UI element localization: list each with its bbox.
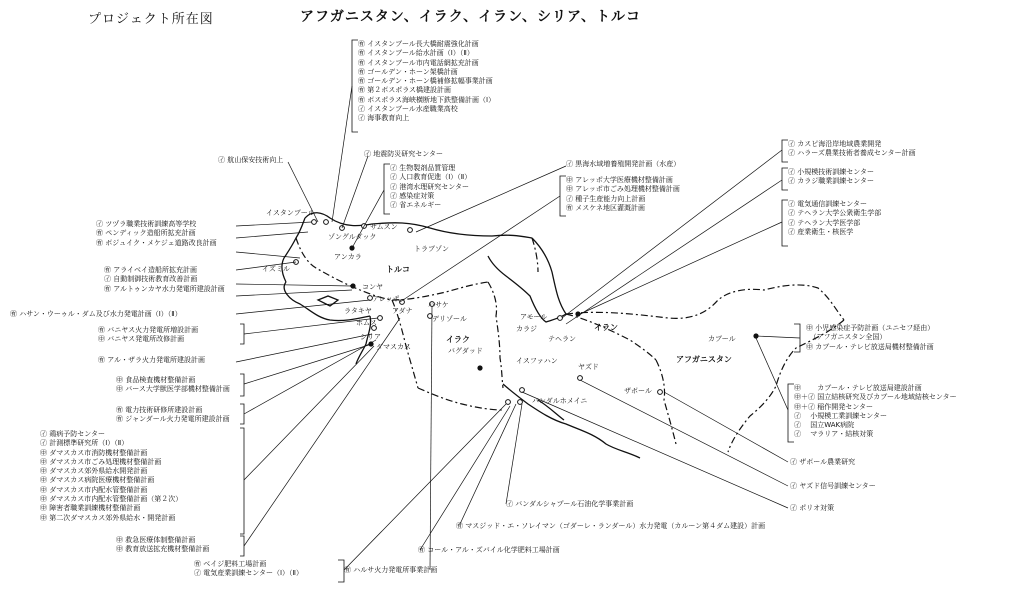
project-item: ㊒ ボジュイク・メケジェ道路改良計画 xyxy=(96,238,217,247)
project-item: ㊥＋㋑ 国立結核研究及びカブール地域結核センター xyxy=(794,393,957,402)
project-item: ㊒ メスケネ地区灌漑計画 xyxy=(566,203,645,212)
project-item: ㊒ 第２ボスポラス橋建設計画 xyxy=(358,86,452,95)
project-item: ㊒ アル・ザラ火力発電所建設計画 xyxy=(98,356,205,364)
group-karaj xyxy=(788,168,874,187)
place-label: アレッポ xyxy=(372,295,400,303)
project-item: （アフガニスタン全国） xyxy=(806,333,887,342)
place-label: イズミル xyxy=(262,265,290,273)
place-label: ダマスカス xyxy=(376,343,411,351)
project-item: ㊥ アレッポ市ごみ処理機材整備計画 xyxy=(566,185,680,194)
project-item: ㋑ ポリオ対策 xyxy=(790,504,835,512)
group-power xyxy=(116,406,230,425)
project-item: ㋑ 航山保安技術向上 xyxy=(218,156,284,164)
project-item: ㋑ 国立WAK病院 xyxy=(794,421,855,430)
group-beiji xyxy=(194,560,303,579)
project-item: ㊥＋㋑ 稲作開発センター xyxy=(794,402,873,411)
group-baniyas xyxy=(98,326,198,345)
place-label: サムスン xyxy=(370,223,398,231)
place-label: バンダルホメイニ xyxy=(532,397,588,405)
group-afghan xyxy=(794,384,957,440)
group-zara xyxy=(98,356,205,365)
place-label: ゾングルダック xyxy=(328,233,377,241)
project-item: ㊥ カブール・テレビ放送局機材整備計画 xyxy=(806,342,934,351)
project-item: ㋑ 人口教育促進（Ⅰ）（Ⅱ） xyxy=(390,173,472,182)
project-item: ㊥ ダマスカス市内配水管整備計画（第２次） xyxy=(40,495,183,504)
project-item: ㊒ ハルサ火力発電所事業計画 xyxy=(344,566,438,574)
place-label: バグダッド xyxy=(448,347,483,355)
project-item: ㊒ ハサン・ウーゥル・ダム及び水力発電計画（Ⅰ）（Ⅱ） xyxy=(10,310,182,318)
group-istanbul xyxy=(358,40,495,124)
project-item: ㋑ 産業衛生・核医学 xyxy=(788,227,854,236)
project-item: ㊒ 電力技術研修所建設計画 xyxy=(116,406,203,414)
country-label: イラク xyxy=(446,335,470,344)
project-item: ㊒ イスタンブール長大橋耐震強化計画 xyxy=(358,40,479,48)
place-label: コンヤ xyxy=(362,283,383,291)
place-label: トラブゾン xyxy=(414,245,449,253)
project-item: ㊥ ダマスカス市ごみ処理機材整備計画 xyxy=(40,457,162,466)
project-item: ㋑ 小規模技術訓練センター xyxy=(788,168,874,176)
project-item: ㋑ ハラーズ農業技術者養成センター計画 xyxy=(788,149,916,158)
place-label: カブール xyxy=(708,335,736,343)
group-fertilizer xyxy=(418,546,560,555)
project-item: ㋑ 小規模工業訓練センター xyxy=(794,411,887,420)
project-item: ㋑ 種子生産能力向上計画 xyxy=(566,194,646,203)
project-item: ㋑ 鶏病予防センター xyxy=(40,430,105,438)
group-izmir xyxy=(104,266,225,294)
project-item: ㋑ 海事教育向上 xyxy=(358,114,410,123)
group-kabul xyxy=(806,324,934,352)
place-label: ラタキヤ xyxy=(344,307,372,315)
project-item: ㋑ ザボール農業研究 xyxy=(790,458,856,466)
group-ankara xyxy=(390,164,471,210)
project-item: ㋑ カスピ海沿岸地域農業開発 xyxy=(788,140,882,148)
project-item: ㋑ テヘラン大学医学部 xyxy=(788,218,861,227)
group-polio xyxy=(790,504,834,513)
group-masjed xyxy=(456,522,765,531)
country-label: アフガニスタン xyxy=(676,355,732,364)
project-item: ㊥ 第二次ダマスカス郊外県給水・開発計画 xyxy=(40,513,176,522)
project-item: ㊒ ゴールデン・ホーン架橋計画 xyxy=(358,67,458,76)
project-item: ㊒ イスタンブール給水計画（Ⅰ）（Ⅱ） xyxy=(358,49,474,58)
place-label: デリゾール xyxy=(432,315,467,323)
project-item: ㊒ アルトゥンカヤ水力発電所建設計画 xyxy=(104,284,225,293)
project-item: ㊒ アライベイ造船所拡充計画 xyxy=(104,266,198,274)
place-label: イスタンブール xyxy=(266,209,315,217)
group-ambulance xyxy=(116,536,209,555)
project-item: ㋑ 地震防災研究センター xyxy=(364,150,443,158)
group-earthquake xyxy=(364,150,443,159)
project-item: ㊥ カブール・テレビ放送局建設計画 xyxy=(794,384,922,392)
project-item: ㊥ バース大学獣医学部機材整備計画 xyxy=(116,385,230,394)
place-label: ホムス xyxy=(356,319,377,327)
country-label: トルコ xyxy=(386,265,410,274)
countries-title: アフガニスタン、イラク、イラン、シリア、トルコ xyxy=(300,9,641,25)
page-title: プロジェクト所在図 xyxy=(88,12,214,27)
project-item: ㊥ ダマスカス郊外県給水開発計画 xyxy=(40,467,148,476)
group-zabol xyxy=(790,458,855,467)
group-airmaritime xyxy=(218,156,283,165)
project-item: ㋑ カラジ職業訓練センター xyxy=(788,177,874,186)
project-item: ㋑ バンダルシャプール石油化学事業計画 xyxy=(506,500,634,508)
place-label: テヘラン xyxy=(548,335,576,343)
place-label: イスファハン xyxy=(516,357,558,365)
group-hartha xyxy=(344,566,437,575)
group-bandar xyxy=(506,500,633,509)
project-item: ㋑ テヘラン大学公衆衛生学部 xyxy=(788,209,882,218)
project-item: ㊒ ベイジ肥料工場計画 xyxy=(194,560,267,568)
place-label: アモール xyxy=(520,313,548,321)
group-turkey-left xyxy=(96,220,217,248)
place-label: アンカラ xyxy=(334,253,362,261)
project-item: ㊒ マスジッド・エ・ソレイマン（ゴダーレ・ランダール）水力発電（カルーン第４ダム建設）計画 xyxy=(456,522,766,530)
project-item: ㋑ イスタンブール水産職業高校 xyxy=(358,105,458,114)
project-item: ㊥ 食品検査機材整備計画 xyxy=(116,376,196,384)
project-item: ㋑ 感染症対策 xyxy=(390,191,435,200)
group-caspian xyxy=(788,140,916,159)
project-item: ㊥ 小児感染症予防計画（ユニセフ経由） xyxy=(806,324,935,332)
project-item: ㋑ 計測標準研究所（Ⅰ）（Ⅱ） xyxy=(40,439,129,448)
place-label: ハサケ xyxy=(428,301,449,309)
project-item: ㊥ アレッポ大学医療機材整備計画 xyxy=(566,176,673,184)
group-damascus xyxy=(40,430,182,523)
project-item: ㋑ ヤズド信号訓練センター xyxy=(790,482,876,490)
group-adana xyxy=(10,310,182,319)
group-yazd xyxy=(790,482,876,491)
project-item: ㊒ イスタンブール市内電話網拡充計画 xyxy=(358,58,479,67)
project-item: ㊥ バニヤス発電所改修計画 xyxy=(98,335,185,344)
project-item: ㋑ 電気通信訓練センター xyxy=(788,200,867,208)
project-item: ㊒ ボスポラス海峡横断地下鉄整備計画（Ⅰ） xyxy=(358,95,496,104)
project-item: ㊥ ダマスカス病院医療機材整備計画 xyxy=(40,476,155,485)
group-blacksea xyxy=(566,160,680,169)
project-item: ㋑ 省エネルギー xyxy=(390,201,442,210)
project-item: ㋑ 港湾水理研究センター xyxy=(390,182,469,191)
place-label: シリア xyxy=(360,333,381,341)
project-item: ㊒ バニヤス火力発電所増設計画 xyxy=(98,326,199,334)
project-item: ㊒ コール・アル・ズバイル化学肥料工場計画 xyxy=(418,546,560,554)
project-item: ㊥ ダマスカス市内配水管整備計画 xyxy=(40,485,148,494)
project-item: ㋑ 電気産業訓練センター（Ⅰ）（Ⅱ） xyxy=(194,569,303,578)
project-item: ㊒ ジャンダール火力発電所建設計画 xyxy=(116,415,230,424)
project-item: ㊥ 教育放送拡充機材整備計画 xyxy=(116,545,210,554)
project-item: ㋑ 生物製剤品質管理 xyxy=(390,164,456,172)
group-food xyxy=(116,376,230,395)
project-item: ㋑ ツヅラ職業技術訓練高等学校 xyxy=(96,220,197,228)
project-item: ㊥ ダマスカス市消防機材整備計画 xyxy=(40,448,148,457)
project-item: ㋑ 自動制御技術教育改善計画 xyxy=(104,275,198,284)
project-item: ㊒ ゴールデン・ホーン橋補修拡幅事業計画 xyxy=(358,77,493,86)
place-label: ザボール xyxy=(624,387,652,395)
project-item: ㊥ 救急医療体制整備計画 xyxy=(116,536,196,544)
group-tehran xyxy=(788,200,881,237)
country-label: イラン xyxy=(594,323,618,332)
project-item: ㊒ ペンディック造船所拡充計画 xyxy=(96,229,196,238)
place-label: カラジ xyxy=(516,325,537,333)
project-item: ㋑ マラリア・結核対策 xyxy=(794,430,874,439)
group-aleppo xyxy=(566,176,680,213)
place-label: ヤズド xyxy=(578,363,599,371)
project-item: ㊥ 障害者職業訓練機材整備計画 xyxy=(40,504,141,513)
place-label: アダナ xyxy=(392,307,413,315)
project-item: ㋑ 黒海水域増養殖開発計画（水産） xyxy=(566,160,681,168)
